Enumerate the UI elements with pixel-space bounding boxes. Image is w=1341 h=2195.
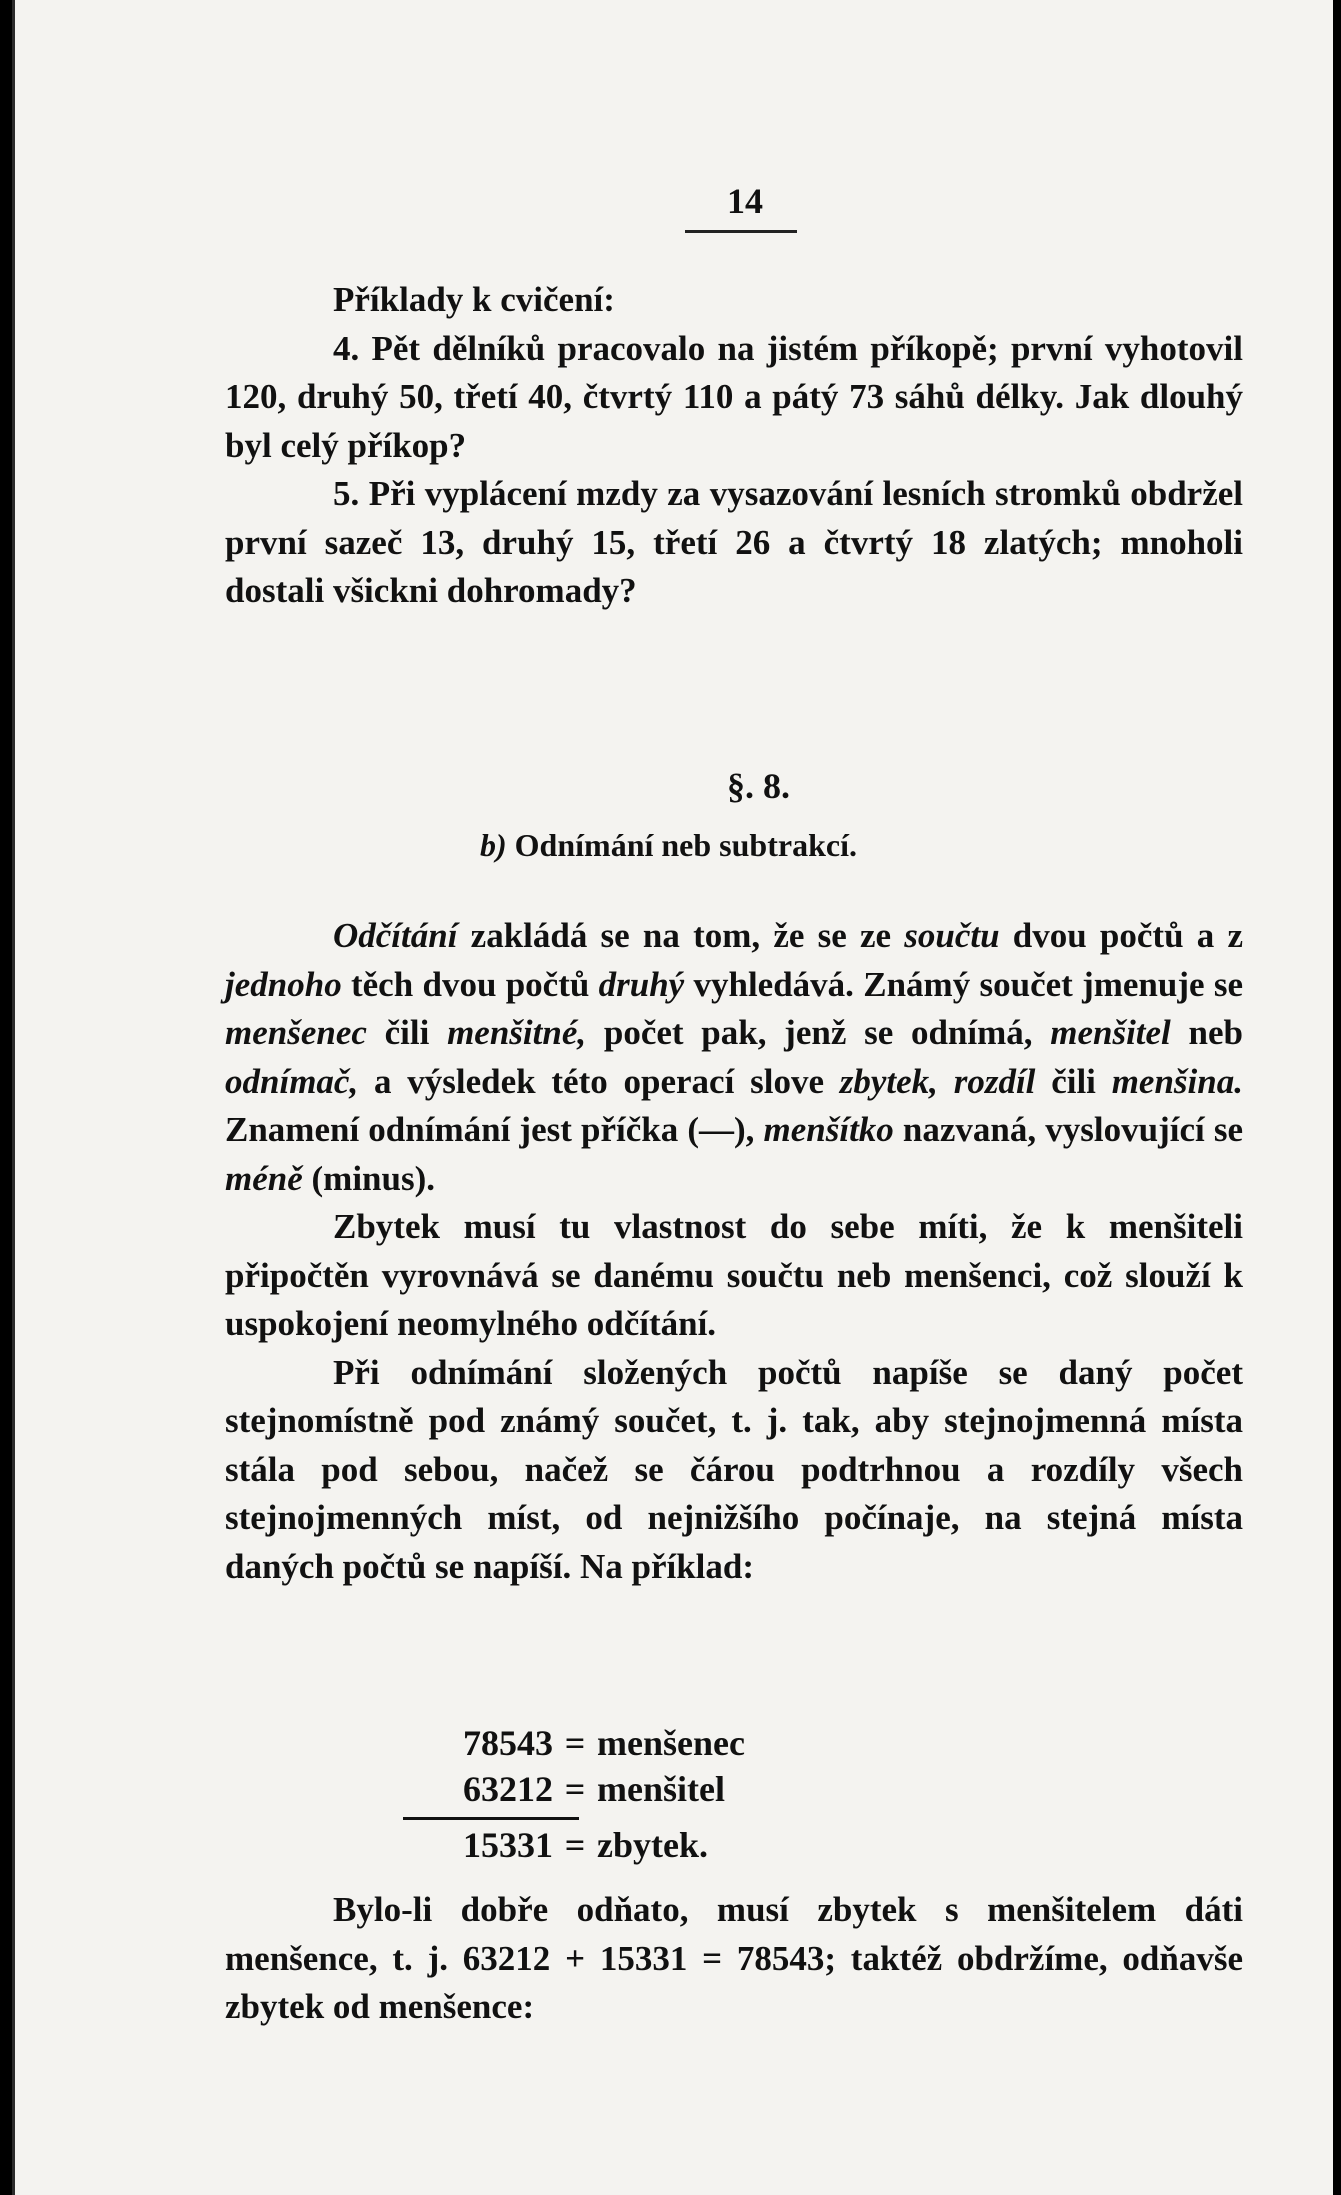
- calc-sign: =: [564, 1723, 586, 1763]
- section-title: [480, 827, 857, 864]
- section-label: b): [480, 827, 507, 863]
- text-span: těch dvou počtů: [341, 964, 599, 1004]
- paragraph-check: Bylo-li dobře odňato, musí zbytek s menšitelem dáti menšence, t. j. 63212 + 15331 = 78543; taktéž obdržíme, odňavše zbytek od menšence:: [225, 1890, 1243, 2026]
- exercise-4: 4. Pět dělníků pracovalo na jistém příkopě; první vyhotovil 120, druhý 50, třetí 40, čtvrtý 110 a pátý 73 sáhů délky. Jak dlouhý byl celý příkop?: [225, 328, 1243, 465]
- term-mensitne: menšitné,: [447, 1013, 587, 1052]
- exercises-block: [225, 276, 1243, 616]
- text-span: a výsledek této operací slove: [358, 1061, 840, 1101]
- calc-row-subtrahend: [403, 1766, 745, 1812]
- calc-label: menšitel: [597, 1769, 725, 1809]
- paragraph-definition: [225, 912, 1243, 1203]
- term-druhy: druhý: [598, 964, 685, 1004]
- calc-row-minuend: [403, 1720, 745, 1766]
- main-text: [225, 912, 1243, 1591]
- calc-label: zbytek.: [597, 1825, 708, 1865]
- term-mensina: menšina.: [1111, 1061, 1243, 1101]
- calc-underline: [403, 1817, 579, 1820]
- text-span: (minus).: [302, 1158, 436, 1198]
- term-mene: méně: [225, 1158, 303, 1198]
- text-span: čili: [366, 1013, 448, 1052]
- term-odnimac: odnímač,: [225, 1061, 359, 1101]
- term-mensitel: menšitel: [1050, 1013, 1171, 1052]
- text-span: dvou počtů a z: [999, 916, 1243, 955]
- section-number: §. 8.: [727, 766, 790, 806]
- term-mensitko: menšítko: [763, 1110, 894, 1149]
- page-number-underline: [685, 230, 797, 233]
- term-mensenec: menšenec: [225, 1013, 367, 1052]
- calc-value: 78543: [463, 1723, 553, 1763]
- book-page: [12, 0, 1333, 2195]
- exercises-heading: Příklady k cvičení:: [333, 280, 615, 319]
- page-number: 14: [727, 181, 763, 221]
- text-span: zakládá se na tom, že se ze: [457, 916, 905, 955]
- term-jednoho: jednoho: [225, 964, 342, 1004]
- section-title-text: Odnímání neb subtrakcí.: [514, 827, 857, 863]
- text-span: počet pak, jenž se odnímá,: [586, 1013, 1051, 1052]
- text-span: čili: [1035, 1061, 1112, 1101]
- term-odcitani: Odčítání: [333, 916, 458, 955]
- paragraph-method: Při odnímání složených počtů napíše se daný počet stejnomístně pod známý součet, t. j. tak, aby stejnojmenná místa stála pod sebou, načež se čárou podtrhnou a rozdíly všech stejnojmenných míst, od nejnižšího počínaje, na stejná místa daných počtů se napíší. Na příklad:: [225, 1352, 1243, 1586]
- paragraph-property: Zbytek musí tu vlastnost do sebe míti, že k menšiteli připočtěn vyrovnává se danému součtu neb menšenci, což slouží k uspokojení neomylného odčítání.: [225, 1207, 1243, 1343]
- text-span: Znamení odnímání jest příčka (—),: [225, 1110, 764, 1149]
- subtraction-example: [403, 1720, 745, 1868]
- exercise-5: 5. Při vyplácení mzdy za vysazování lesních stromků obdržel první sazeč 13, druhý 15, třetí 26 a čtvrtý 18 zlatých; mnoholi dostali všickni dohromady?: [225, 474, 1243, 610]
- term-soucet: součtu: [904, 916, 1000, 955]
- text-span: vyhledává. Známý součet jmenuje se: [684, 964, 1243, 1004]
- calc-value: 63212: [463, 1769, 553, 1809]
- term-zbytek: zbytek, rozdíl: [839, 1061, 1036, 1101]
- calc-sign: =: [564, 1769, 586, 1809]
- text-span: nazvaná, vyslovující se: [893, 1110, 1243, 1149]
- calc-sign: =: [564, 1825, 586, 1865]
- calc-row-difference: [403, 1822, 745, 1868]
- calc-label: menšenec: [597, 1723, 745, 1763]
- closing-text: [225, 1886, 1243, 2032]
- calc-value: 15331: [463, 1825, 553, 1865]
- text-span: neb: [1170, 1013, 1243, 1052]
